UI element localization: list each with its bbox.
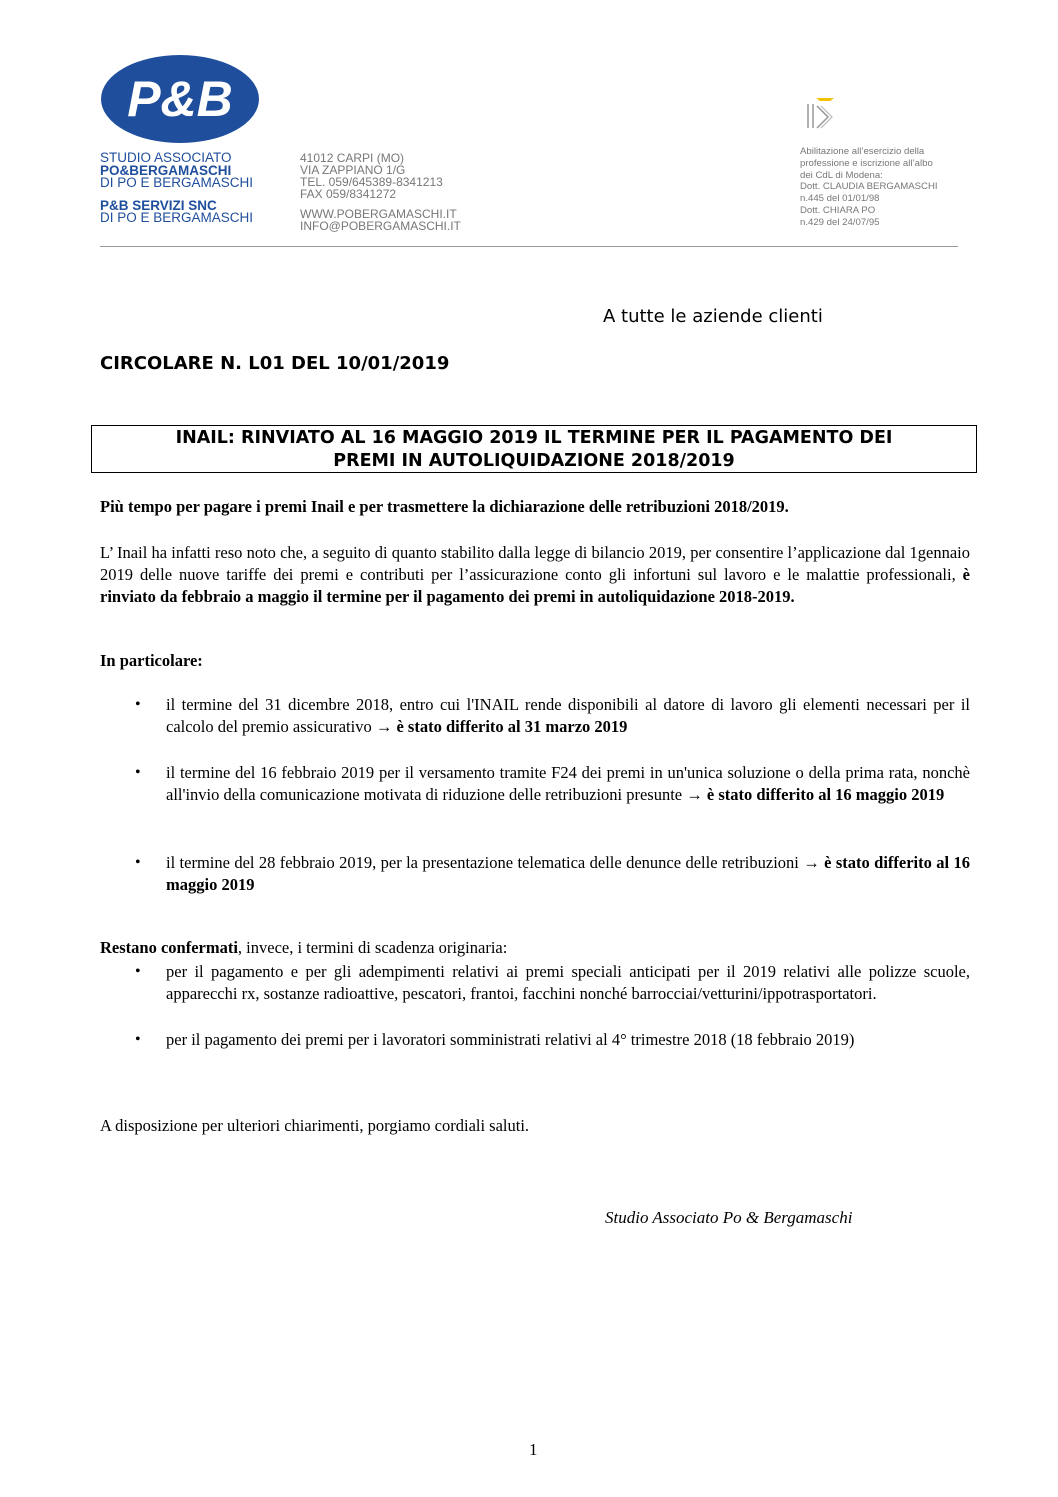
- cdl-line: n.445 del 01/01/98: [800, 193, 880, 205]
- intro-paragraph: [100, 542, 970, 608]
- deadline-bullet: [166, 694, 970, 738]
- cdl-line: Abilitazione all’esercizio della: [800, 146, 925, 157]
- bullet-dot: •: [135, 764, 141, 781]
- restano-bold: Restano confermati: [100, 938, 238, 957]
- cdl-line: n.429 del 24/07/95: [800, 216, 880, 228]
- circolare-heading: CIRCOLARE N. L01 DEL 10/01/2019: [100, 353, 450, 374]
- intro-text-bold: è rinviato da febbraio a maggio il termine per il pagamento dei premi in autoliquidazione 2018-2019.: [100, 565, 970, 606]
- address-line: VIA ZAPPIANO 1/G: [300, 163, 406, 177]
- website-line: WWW.POBERGAMASCHI.IT: [300, 207, 457, 221]
- bullet-text-bold: è stato differito al 31 marzo 2019: [396, 717, 628, 736]
- signature: Studio Associato Po & Bergamaschi: [605, 1208, 853, 1227]
- cdl-line: Dott. CHIARA PO: [800, 204, 876, 216]
- closing-line: A disposizione per ulteriori chiarimenti, porgiamo cordiali saluti.: [100, 1116, 530, 1135]
- restano-line: [100, 937, 507, 959]
- title-line-2: PREMI IN AUTOLIQUIDAZIONE 2018/2019: [333, 451, 735, 471]
- deadline-bullet: [166, 762, 970, 806]
- studio-line: STUDIO ASSOCIATO: [100, 150, 232, 165]
- studio-line: PO&BERGAMASCHI: [100, 162, 232, 178]
- address-line: FAX 059/8341272: [300, 187, 397, 201]
- bullet-text-bold: è stato differito al 16 maggio 2019: [166, 853, 970, 894]
- title-box: [91, 425, 977, 473]
- cdl-registration-block: [800, 146, 938, 229]
- cdl-line: professione e iscrizione all’albo: [800, 157, 933, 169]
- cdl-logo-icon: [804, 98, 838, 134]
- email-line: INFO@POBERGAMASCHI.IT: [300, 219, 461, 233]
- deadline-bullet: [166, 852, 970, 896]
- header-divider: [100, 246, 958, 247]
- bullet-text-bold: è stato differito al 16 maggio 2019: [706, 785, 945, 804]
- bullet-text: il termine del 31 dicembre 2018, entro cui l'INAIL rende disponibili al datore di lavoro gli elementi necessari per il calcolo del premio assicurativo →: [166, 695, 970, 736]
- bullet-dot: •: [135, 963, 141, 980]
- pb-logo: [100, 52, 260, 146]
- bullet-text: il termine del 16 febbraio 2019 per il versamento tramite F24 dei premi in un'unica soluzione o della prima rata, nonchè all'invio della comunicazione motivata di riduzione delle retribuzioni presunte →: [166, 763, 970, 804]
- bullet-text: il termine del 28 febbraio 2019, per la presentazione telematica delle denunce delle retribuzioni →: [166, 853, 825, 872]
- intro-text: L’ Inail ha infatti reso noto che, a seguito di quanto stabilito dalla legge di bilancio 2019, per consentire l’applicazione dal 1gennaio 2019 delle nuove tariffe dei premi e contributi per l’assicurazione conto gli infortuni sul lavoro e le malattie professionali,: [100, 543, 970, 584]
- page-number: 1: [529, 1440, 538, 1459]
- studio-line: DI PO E BERGAMASCHI: [100, 210, 254, 225]
- confirmed-bullet: per il pagamento e per gli adempimenti relativi ai premi speciali anticipati per il 2019 relativi alle polizze scuole, apparecchi rx, sostanze radioattive, pescatori, frantoi, facchini nonché barrocciai/vetturini/ippotrasportatori.: [166, 962, 970, 1003]
- studio-line: P&B SERVIZI SNC: [100, 197, 217, 213]
- address-line: TEL. 059/645389-8341213: [300, 175, 443, 189]
- address-line: 41012 CARPI (MO): [300, 151, 405, 165]
- title-line-1: INAIL: RINVIATO AL 16 MAGGIO 2019 IL TERMINE PER IL PAGAMENTO DEI: [175, 428, 893, 448]
- bullet-dot: •: [135, 1031, 141, 1048]
- bullet-dot: •: [135, 696, 141, 713]
- bullet-dot: •: [135, 854, 141, 871]
- cdl-line: dei CdL di Modena:: [800, 169, 883, 181]
- address-block: [300, 152, 461, 232]
- studio-name-block: [100, 152, 253, 225]
- recipient-line: A tutte le aziende clienti: [603, 306, 823, 327]
- confirmed-bullet: per il pagamento dei premi per i lavoratori somministrati relativi al 4° trimestre 2018 (18 febbraio 2019): [166, 1030, 855, 1049]
- pb-logo-text: P&B: [127, 71, 233, 127]
- studio-line: DI PO E BERGAMASCHI: [100, 175, 254, 190]
- restano-text: , invece, i termini di scadenza originaria:: [237, 938, 508, 957]
- in-particolare-label: In particolare:: [100, 651, 203, 670]
- lead-paragraph: Più tempo per pagare i premi Inail e per trasmettere la dichiarazione delle retribuzioni 2018/2019.: [100, 497, 789, 516]
- cdl-line: Dott. CLAUDIA BERGAMASCHI: [800, 181, 938, 193]
